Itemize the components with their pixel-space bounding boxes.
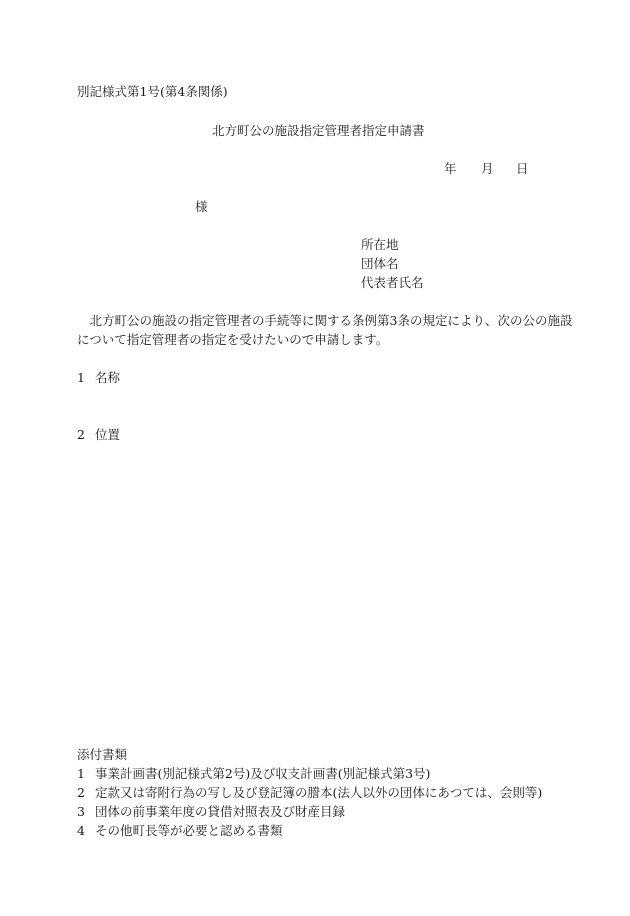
date-month-label: 月 (481, 161, 494, 176)
date-day-label: 日 (516, 161, 529, 176)
item-number: 1 (77, 370, 85, 385)
item-label: 名称 (95, 370, 121, 385)
attachment-number: 3 (77, 804, 85, 819)
date-year-label: 年 (444, 161, 457, 176)
attachment-item (77, 766, 430, 781)
attachment-number: 2 (77, 785, 85, 800)
applicant-org-label: 団体名 (361, 256, 399, 271)
applicant-rep-label: 代表者氏名 (361, 275, 424, 290)
body-text-line-1 (77, 313, 572, 328)
attachment-item (77, 804, 345, 819)
body-text-1: 北方町公の施設の指定管理者の手続等に関する条例第3条の規定により、次の公の施設 (89, 313, 573, 328)
attachment-text: その他町長等が必要と認める書類 (95, 823, 283, 838)
attachment-text: 事業計画書(別記様式第2号)及び収支計画書(別記様式第3号) (95, 766, 431, 781)
attachment-text: 団体の前事業年度の貸借対照表及び財産目録 (95, 804, 346, 819)
item-name (77, 370, 120, 385)
item-label: 位置 (95, 427, 121, 442)
attachment-number: 4 (77, 823, 85, 838)
document-title: 北方町公の施設指定管理者指定申請書 (212, 123, 425, 138)
body-text-line-2: について指定管理者の指定を受けたいので申請します。 (77, 332, 389, 347)
attachment-number: 1 (77, 766, 85, 781)
attachment-text: 定款又は寄附行為の写し及び登記簿の謄本(法人以外の団体にあつては、会則等) (95, 785, 543, 800)
attachment-item (77, 823, 283, 838)
item-location (77, 427, 120, 442)
item-number: 2 (77, 427, 85, 442)
form-number: 別記様式第1号(第4条関係) (77, 84, 228, 99)
applicant-location-label: 所在地 (361, 237, 399, 252)
attachment-item (77, 785, 542, 800)
addressee-suffix: 様 (195, 199, 208, 214)
attachments-heading: 添付書類 (77, 747, 128, 762)
